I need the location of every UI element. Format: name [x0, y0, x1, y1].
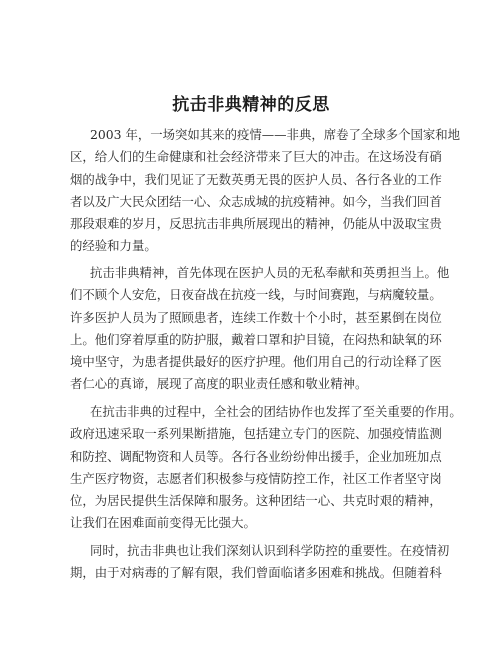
paragraph-line: 境中坚守，为患者提供最好的医疗护理。他们用自己的行动诠释了医	[70, 354, 442, 370]
paragraph-line: 的经验和力量。	[70, 238, 157, 254]
paragraph-line: 上。他们穿着厚重的防护服，戴着口罩和护目镜，在闷热和缺氧的环	[70, 331, 442, 347]
paragraph-line: 区，给人们的生命健康和社会经济带来了巨大的冲击。在这场没有硝	[70, 149, 442, 165]
paragraph-line: 期，由于对病毒的了解有限，我们曾面临诸多困难和挑战。但随着科	[70, 565, 442, 581]
paragraph-line: 许多医护人员为了照顾患者，连续工作数十个小时，甚至累倒在岗位	[70, 309, 442, 325]
paragraph-line: 位，为居民提供生活保障和服务。这种团结一心、共克时艰的精神，	[70, 493, 442, 509]
paragraph-line: 们不顾个人安危，日夜奋战在抗疫一线，与时间赛跑，与病魔较量。	[70, 287, 442, 303]
paragraph-line: 让我们在困难面前变得无比强大。	[70, 515, 256, 531]
paragraph-1	[70, 124, 461, 258]
paragraph-line: 和防控、调配物资和人员等。各行各业纷纷伸出援手，企业加班加点	[70, 448, 442, 464]
paragraph-line: 生产医疗物资，志愿者们积极参与疫情防控工作，社区工作者坚守岗	[70, 470, 442, 486]
paragraph-4	[70, 540, 450, 585]
paragraph-line: 同时，抗击非典也让我们深刻认识到科学防控的重要性。在疫情初	[90, 543, 450, 558]
paragraph-line: 2003 年，一场突如其来的疫情——非典，席卷了全球多个国家和地	[90, 127, 461, 142]
paragraph-line: 者仁心的真谛，展现了高度的职业责任感和敬业精神。	[70, 376, 368, 392]
paragraph-line: 政府迅速采取一系列果断措施，包括建立专门的医院、加强疫情监测	[70, 426, 442, 442]
paragraph-2	[70, 262, 450, 396]
document-title: 抗击非典精神的反思	[172, 95, 330, 115]
paragraph-3	[70, 401, 462, 535]
paragraph-line: 者以及广大民众团结一心、众志成城的抗疫精神。如今，当我们回首	[70, 193, 442, 209]
paragraph-line: 在抗击非典的过程中，全社会的团结协作也发挥了至关重要的作用。	[90, 404, 462, 419]
paragraph-line: 抗击非典精神，首先体现在医护人员的无私奉献和英勇担当上。他	[90, 265, 450, 280]
paragraph-line: 烟的战争中，我们见证了无数英勇无畏的医护人员、各行各业的工作	[70, 171, 442, 187]
paragraph-line: 那段艰难的岁月，反思抗击非典所展现出的精神，仍能从中汲取宝贵	[70, 216, 442, 232]
